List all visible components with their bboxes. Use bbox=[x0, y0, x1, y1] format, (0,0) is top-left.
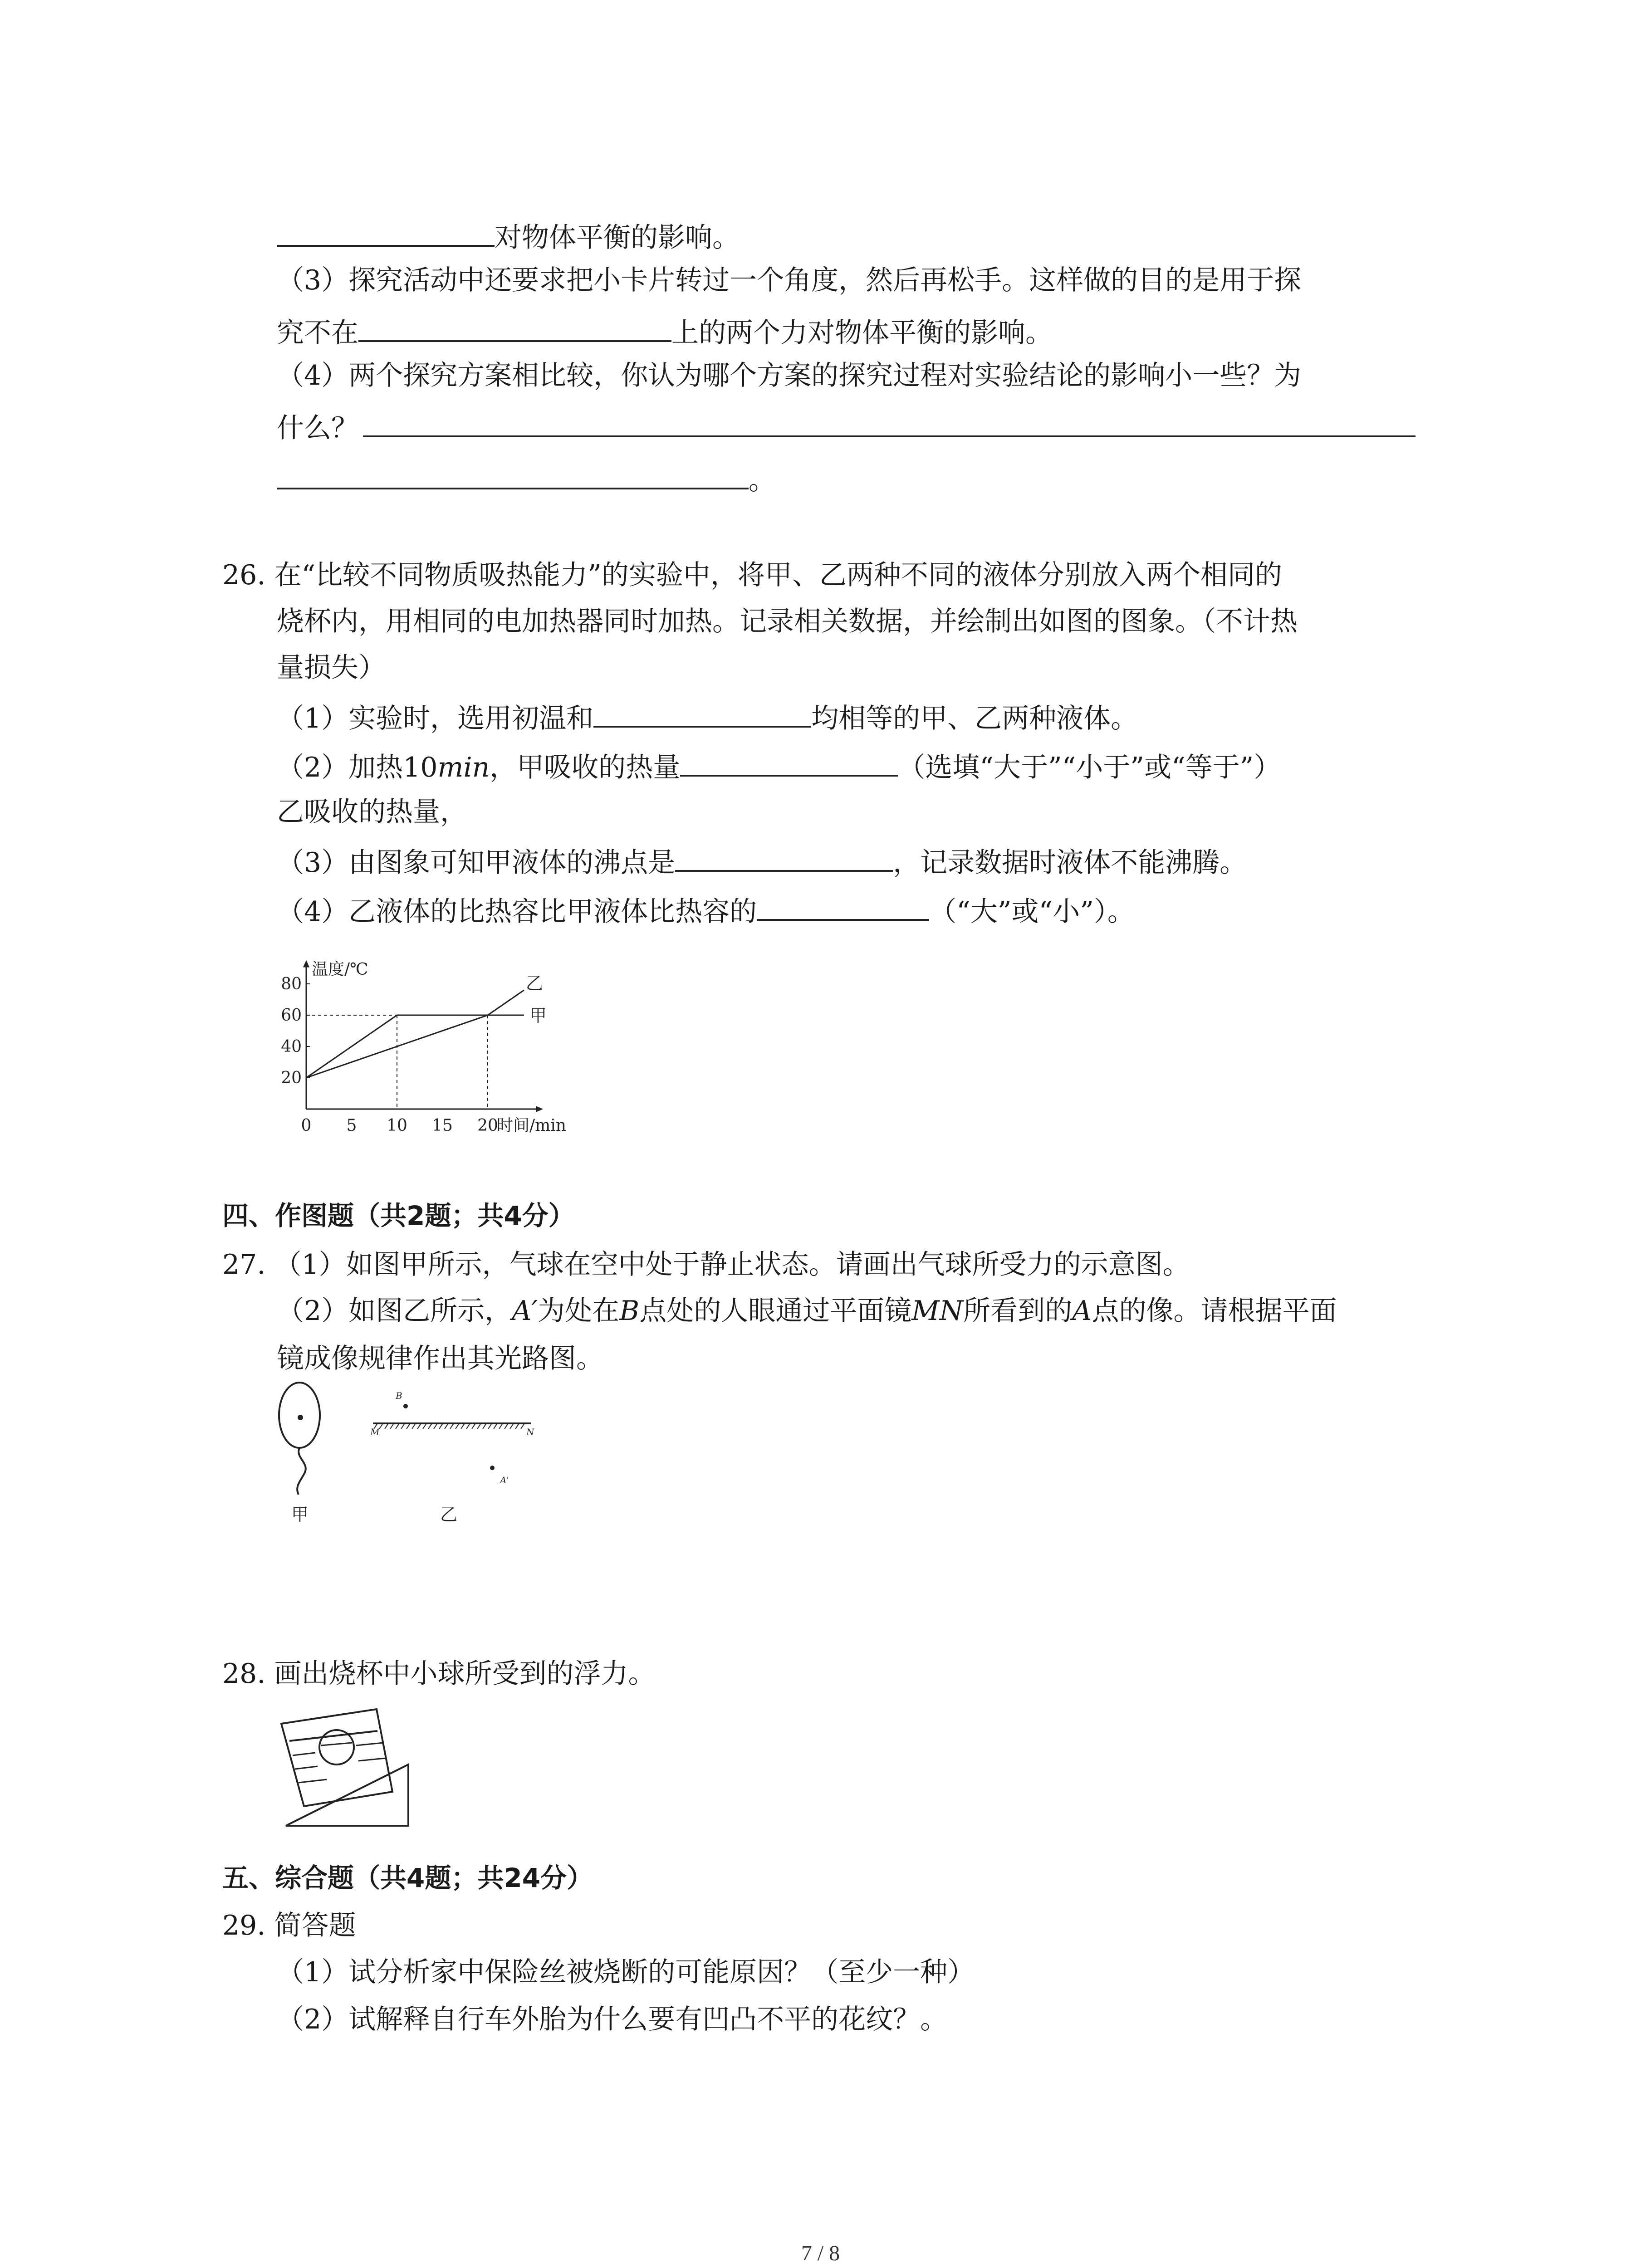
answer-blank[interactable] bbox=[675, 843, 893, 872]
balloon-figure bbox=[268, 1379, 349, 1529]
q26-sub2: （2）加热10min，甲吸收的热量 （选填“大于”“小于”或“等于”） bbox=[277, 748, 1281, 786]
q26-sub3: （3）由图象可知甲液体的沸点是 ，记录数据时液体不能沸腾。 bbox=[277, 843, 1247, 881]
water-surface bbox=[289, 1731, 377, 1741]
mirror-n-label: N bbox=[526, 1427, 534, 1437]
water-line bbox=[299, 1779, 327, 1783]
section4-title: 四、作图题（共2题；共4分） bbox=[222, 1200, 575, 1231]
balloon-string bbox=[297, 1448, 306, 1495]
q26-sub4: （4）乙液体的比热容比甲液体比热容的 （“大”或“小”）。 bbox=[277, 892, 1135, 930]
x-tick-label: 0 bbox=[301, 1116, 312, 1135]
water-line bbox=[356, 1743, 383, 1745]
q29-sub1: （1）试分析家中保险丝被烧断的可能原因？（至少一种） bbox=[277, 1956, 975, 1988]
water-line bbox=[358, 1758, 386, 1761]
x-tick-label: 10 bbox=[387, 1116, 407, 1135]
mirror-figure bbox=[367, 1388, 563, 1529]
point-b-label: B bbox=[396, 1390, 402, 1401]
x-tick-label: 5 bbox=[346, 1116, 357, 1135]
y-tick-label: 20 bbox=[281, 1069, 302, 1087]
answer-blank[interactable] bbox=[277, 218, 495, 247]
y-tick-label: 60 bbox=[281, 1006, 302, 1025]
x-axis-arrow bbox=[536, 1106, 543, 1112]
answer-blank[interactable] bbox=[277, 460, 749, 489]
water-line bbox=[293, 1753, 315, 1755]
q27-line2: （2）如图乙所示，A′为处在B点处的人眼通过平面镜MN所看到的A点的像。请根据平面 bbox=[277, 1295, 1337, 1327]
y-tick-label: 40 bbox=[281, 1037, 302, 1056]
point-a-prime-dot bbox=[490, 1466, 495, 1470]
answer-blank[interactable] bbox=[680, 748, 898, 777]
q25-line1: 对物体平衡的影响。 bbox=[277, 218, 740, 256]
q25-line6: 。 bbox=[277, 460, 776, 499]
series-label-1: 甲 bbox=[529, 1006, 547, 1026]
series-line-0 bbox=[306, 990, 524, 1078]
q25-line5: 什么？ bbox=[277, 408, 1416, 446]
q27-line1: 27. （1）如图甲所示，气球在空中处于静止状态。请画出气球所受力的示意图。 bbox=[222, 1249, 1190, 1281]
mirror-m-label: M bbox=[370, 1427, 380, 1437]
x-tick-label: 15 bbox=[432, 1116, 453, 1135]
q28-line: 28. 画出烧杯中小球所受到的浮力。 bbox=[222, 1658, 656, 1690]
fig-label-jia: 甲 bbox=[291, 1505, 309, 1525]
q26-line2: 烧杯内，用相同的电加热器同时加热。记录相关数据，并绘制出如图的图象。（不计热 bbox=[277, 606, 1298, 637]
point-a-prime-label: A' bbox=[500, 1475, 509, 1486]
y-axis-label: 温度/℃ bbox=[312, 960, 368, 979]
temperature-time-chart bbox=[272, 934, 572, 1143]
q25-line3: 究不在 上的两个力对物体平衡的影响。 bbox=[277, 313, 1053, 351]
point-b-dot bbox=[403, 1404, 408, 1408]
q26-sub1: （1）实验时，选用初温和 均相等的甲、乙两种液体。 bbox=[277, 699, 1138, 737]
y-tick-label: 80 bbox=[281, 975, 302, 993]
tilted-beaker bbox=[281, 1709, 392, 1806]
q29-line: 29. 简答题 bbox=[222, 1910, 356, 1941]
q29-sub2: （2）试解释自行车外胎为什么要有凹凸不平的花纹？。 bbox=[277, 2004, 948, 2035]
section5-title: 五、综合题（共4题；共24分） bbox=[222, 1862, 593, 1893]
water-line bbox=[295, 1766, 318, 1769]
answer-blank[interactable] bbox=[358, 313, 671, 342]
q26-sub2-line2: 乙吸收的热量， bbox=[277, 796, 467, 828]
series-label-0: 乙 bbox=[526, 973, 544, 993]
q25-line2: （3）探究活动中还要求把小卡片转过一个角度，然后再松手。这样做的目的是用于探 bbox=[277, 264, 1302, 296]
y-axis-arrow bbox=[303, 960, 309, 968]
x-tick-label: 20 bbox=[477, 1116, 498, 1135]
page-number: 7 / 8 bbox=[801, 2241, 840, 2265]
balloon-center-dot bbox=[298, 1415, 303, 1420]
incline-slope bbox=[286, 1765, 408, 1826]
answer-blank[interactable] bbox=[757, 892, 929, 921]
q26-line1: 26. 在“比较不同物质吸热能力”的实验中，将甲、乙两种不同的液体分别放入两个相同的 bbox=[222, 559, 1282, 591]
answer-blank[interactable] bbox=[593, 699, 811, 728]
q25-line4: （4）两个探究方案相比较，你认为哪个方案的探究过程对实验结论的影响小一些？为 bbox=[277, 360, 1302, 391]
x-axis-label: 时间/min bbox=[497, 1116, 566, 1135]
q27-line3: 镜成像规律作出其光路图。 bbox=[277, 1343, 603, 1374]
answer-blank[interactable] bbox=[363, 408, 1416, 437]
fig-label-yi: 乙 bbox=[440, 1505, 458, 1525]
q26-line3: 量损失） bbox=[277, 652, 386, 684]
beaker-figure bbox=[272, 1706, 417, 1833]
ball-waterline bbox=[321, 1743, 352, 1745]
series-line-1 bbox=[306, 1015, 524, 1078]
